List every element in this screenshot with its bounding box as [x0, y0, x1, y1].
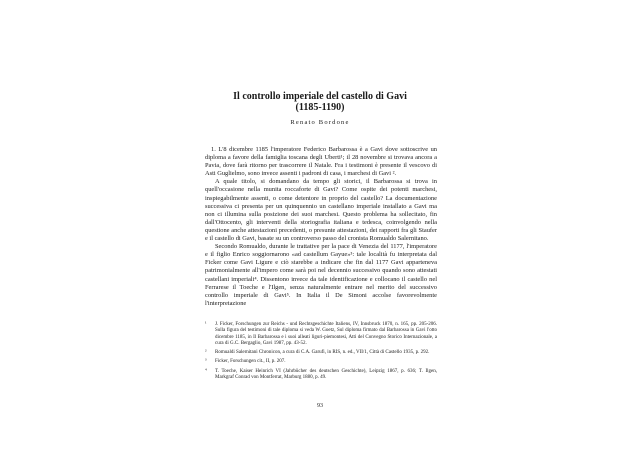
footnote-text: Romualdi Salernitani Chronicon, a cura di C.A. Garufi, in RIS, n. ed., VII/1, Città di Castello 1935, p. 292. [215, 350, 430, 356]
title-line-1: Il controllo imperiale del castello di Gavi [233, 91, 407, 102]
title-line-2: (1185-1190) [295, 102, 345, 113]
footnote-text: T. Toeche, Kaiser Heinrich VI (Jahrbücher des deutschen Geschichte), Leipzig 1867, p. 636; T. Ilgen, Markgraf Conrad von Montferrat, Marburg 1880, p. 49. [215, 368, 437, 381]
paragraph-1: 1. L'8 dicembre 1185 l'imperatore Federico Barbarossa è a Gavi dove sottoscrive un diploma a favore della famiglia toscana degli Uberti¹; il 28 novembre si trovava ancora a Pavia, dove farà ritorno per trascorrere il Natale. Fra i testimoni è presente il vescovo di Asti Guglielmo, sono invece assenti i padroni di casa, i marchesi di Gavi ². [205, 146, 437, 178]
footnote-text: J. Ficker, Forschungen zur Reichs - und Rechtsgeschichte Italiens, IV, Innsbruck 1870, n. 165, pp. 205-206. Sulla figura del testimoni di tale diploma si veda W. Goetz, Sul diploma firmato dal Barbarossa in Gavi l'otto dicembre 1185, in Il Barbarossa e i suoi alleati liguri-piemontesi, Atti del Convegno Storico Internazionale, a cura di G.C. Bergaglio, Gavi 1987, pp. 43-52. [215, 322, 437, 346]
author-name: Renato Bordone [290, 119, 350, 126]
paragraph-3: Secondo Romualdo, durante le trattative per la pace di Venezia del 1177, l'imperatore e il figlio Enrico soggiornarono «ad castellum Gayue»³: tale località fu interpretata dal Ficker come Gavi Ligure e ciò starebbe a indicare che fin dal 1177 Gavi apparteneva patrimonialmente all'impero come sarà poi nel decennio successivo quando sono attestati castellani imperiali⁴. Dissentono invece da tale identificazione e collocano il castello nel Ferrarese il Toeche e l'Ilgen, senza naturalmente entrare nel merito del successivo controllo imperiale di Gavi⁵. In Italia il De Simoni accolse favorevolmente l'interpretazione [205, 243, 437, 307]
footnotes [205, 322, 437, 384]
paragraph-2: A quale titolo, si domandano da tempo gli storici, il Barbarossa si trova in quell'occasione nella munita roccaforte di Gavi? Come ospite dei potenti marchesi, inspiegabilmente assenti, o come detentore in proprio del castello? La documentazione successiva ci presenta per un quinquennio un castellano imperiale installato a Gavi ma non ci illumina sulla posizione dei suoi marchesi. Questo problema ha sollecitato, fin dall'Ottocento, gli interventi della storiografia italiana e tedesca, coinvolgendo nella questione anche attestazioni precedenti, o presunte attestazioni, dei rapporti fra gli Staufer e il castello di Gavi, basate su un controverso passo del cronista Romualdo Salernitano. [205, 178, 437, 243]
footnote [205, 369, 437, 382]
footnote-number: ⁴ [205, 368, 207, 374]
footnote-number: ² [205, 350, 207, 356]
page-number: 93 [317, 403, 323, 409]
footnote [205, 322, 437, 347]
footnote-number: ³ [205, 359, 207, 365]
article-title [0, 91, 640, 113]
footnote [205, 359, 437, 365]
footnote-number: ¹ [205, 322, 207, 327]
footnote-text: Ficker, Forschungen cit., II, p. 207. [215, 359, 286, 365]
footnote [205, 350, 437, 356]
body-text [205, 146, 437, 308]
